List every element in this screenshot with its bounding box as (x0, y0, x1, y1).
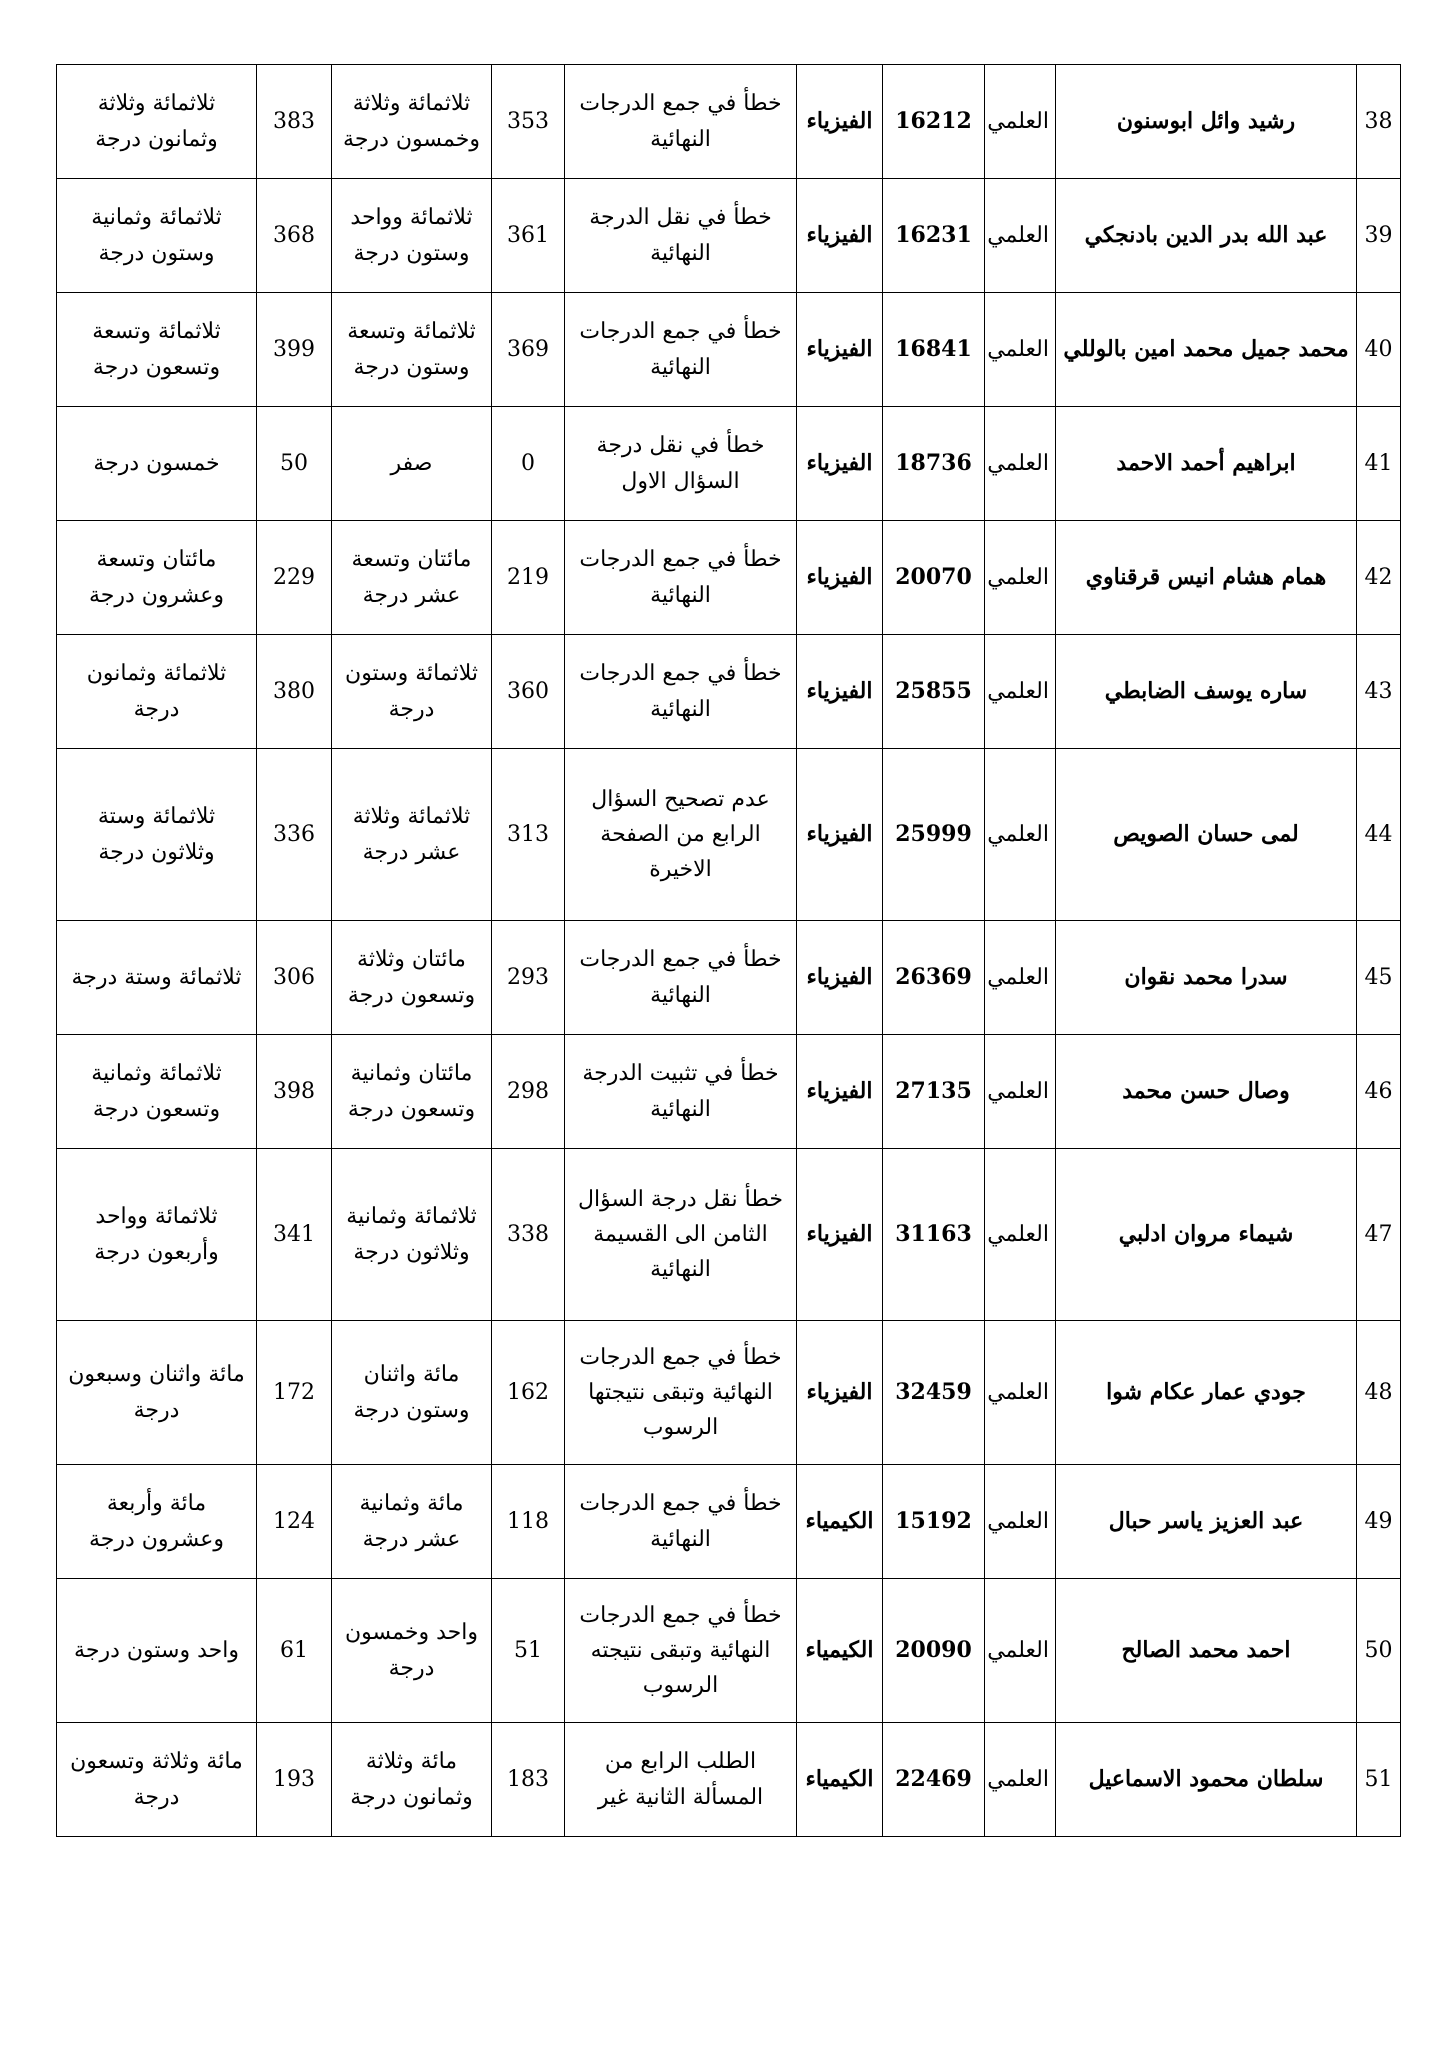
branch-cell: العلمي (985, 635, 1056, 749)
row-number-cell: 48 (1357, 1321, 1401, 1465)
old-grade-words-cell: واحد وخمسون درجة (332, 1579, 492, 1723)
exam-number-cell: 20070 (883, 521, 985, 635)
old-grade-number-cell: 162 (492, 1321, 565, 1465)
subject-cell: الفيزياء (797, 749, 883, 921)
subject-cell: الفيزياء (797, 635, 883, 749)
old-grade-number-cell: 118 (492, 1465, 565, 1579)
old-grade-number-cell: 313 (492, 749, 565, 921)
new-grade-number-cell: 50 (257, 407, 332, 521)
new-grade-number-cell: 124 (257, 1465, 332, 1579)
grade-corrections-table (56, 64, 1401, 1837)
new-grade-words-cell: ثلاثمائة وثلاثة وثمانون درجة (57, 65, 257, 179)
new-grade-words-cell: ثلاثمائة وثمانية وستون درجة (57, 179, 257, 293)
table-row (57, 1321, 1401, 1465)
new-grade-words-cell: خمسون درجة (57, 407, 257, 521)
error-reason-cell: خطأ في نقل الدرجة النهائية (565, 179, 797, 293)
exam-number-cell: 15192 (883, 1465, 985, 1579)
table-row (57, 1465, 1401, 1579)
branch-cell: العلمي (985, 921, 1056, 1035)
row-number-cell: 38 (1357, 65, 1401, 179)
old-grade-number-cell: 293 (492, 921, 565, 1035)
error-reason-cell: خطأ في جمع الدرجات النهائية (565, 521, 797, 635)
student-name-cell: رشيد وائل ابوسنون (1056, 65, 1357, 179)
old-grade-number-cell: 219 (492, 521, 565, 635)
table-row (57, 521, 1401, 635)
exam-number-cell: 26369 (883, 921, 985, 1035)
table-row (57, 1579, 1401, 1723)
old-grade-words-cell: مائتان وثمانية وتسعون درجة (332, 1035, 492, 1149)
old-grade-number-cell: 360 (492, 635, 565, 749)
student-name-cell: شيماء مروان ادلبي (1056, 1149, 1357, 1321)
new-grade-words-cell: ثلاثمائة وثمانون درجة (57, 635, 257, 749)
error-reason-cell: عدم تصحيح السؤال الرابع من الصفحة الاخيرة (565, 749, 797, 921)
row-number-cell: 42 (1357, 521, 1401, 635)
student-name-cell: ابراهيم أحمد الاحمد (1056, 407, 1357, 521)
subject-cell: الفيزياء (797, 1149, 883, 1321)
exam-number-cell: 27135 (883, 1035, 985, 1149)
row-number-cell: 49 (1357, 1465, 1401, 1579)
branch-cell: العلمي (985, 1723, 1056, 1837)
subject-cell: الفيزياء (797, 407, 883, 521)
new-grade-number-cell: 368 (257, 179, 332, 293)
error-reason-cell: خطأ في جمع الدرجات النهائية (565, 635, 797, 749)
old-grade-words-cell: مائة وثمانية عشر درجة (332, 1465, 492, 1579)
student-name-cell: ساره يوسف الضابطي (1056, 635, 1357, 749)
old-grade-number-cell: 353 (492, 65, 565, 179)
branch-cell: العلمي (985, 1579, 1056, 1723)
error-reason-cell: خطأ في جمع الدرجات النهائية وتبقى نتيجتها الرسوب (565, 1321, 797, 1465)
subject-cell: الفيزياء (797, 1035, 883, 1149)
row-number-cell: 45 (1357, 921, 1401, 1035)
subject-cell: الكيمياء (797, 1465, 883, 1579)
row-number-cell: 47 (1357, 1149, 1401, 1321)
student-name-cell: جودي عمار عكام شوا (1056, 1321, 1357, 1465)
subject-cell: الفيزياء (797, 1321, 883, 1465)
old-grade-number-cell: 338 (492, 1149, 565, 1321)
table-row (57, 407, 1401, 521)
row-number-cell: 39 (1357, 179, 1401, 293)
branch-cell: العلمي (985, 1035, 1056, 1149)
student-name-cell: عبد العزيز ياسر حبال (1056, 1465, 1357, 1579)
new-grade-words-cell: ثلاثمائة وتسعة وتسعون درجة (57, 293, 257, 407)
error-reason-cell: خطأ في تثبيت الدرجة النهائية (565, 1035, 797, 1149)
row-number-cell: 43 (1357, 635, 1401, 749)
branch-cell: العلمي (985, 407, 1056, 521)
student-name-cell: وصال حسن محمد (1056, 1035, 1357, 1149)
old-grade-words-cell: ثلاثمائة وثلاثة وخمسون درجة (332, 65, 492, 179)
old-grade-number-cell: 51 (492, 1579, 565, 1723)
student-name-cell: احمد محمد الصالح (1056, 1579, 1357, 1723)
new-grade-number-cell: 172 (257, 1321, 332, 1465)
old-grade-words-cell: مائة واثنان وستون درجة (332, 1321, 492, 1465)
table-row (57, 635, 1401, 749)
table-row (57, 65, 1401, 179)
table-row (57, 1035, 1401, 1149)
exam-number-cell: 18736 (883, 407, 985, 521)
new-grade-number-cell: 229 (257, 521, 332, 635)
branch-cell: العلمي (985, 521, 1056, 635)
new-grade-number-cell: 336 (257, 749, 332, 921)
row-number-cell: 46 (1357, 1035, 1401, 1149)
new-grade-number-cell: 380 (257, 635, 332, 749)
new-grade-words-cell: مائتان وتسعة وعشرون درجة (57, 521, 257, 635)
branch-cell: العلمي (985, 749, 1056, 921)
row-number-cell: 40 (1357, 293, 1401, 407)
branch-cell: العلمي (985, 65, 1056, 179)
row-number-cell: 44 (1357, 749, 1401, 921)
branch-cell: العلمي (985, 1465, 1056, 1579)
new-grade-words-cell: مائة وثلاثة وتسعون درجة (57, 1723, 257, 1837)
error-reason-cell: خطأ في نقل درجة السؤال الاول (565, 407, 797, 521)
new-grade-words-cell: واحد وستون درجة (57, 1579, 257, 1723)
new-grade-number-cell: 306 (257, 921, 332, 1035)
old-grade-words-cell: مائتان وثلاثة وتسعون درجة (332, 921, 492, 1035)
new-grade-words-cell: مائة واثنان وسبعون درجة (57, 1321, 257, 1465)
old-grade-words-cell: ثلاثمائة وواحد وستون درجة (332, 179, 492, 293)
new-grade-number-cell: 383 (257, 65, 332, 179)
old-grade-words-cell: مائة وثلاثة وثمانون درجة (332, 1723, 492, 1837)
exam-number-cell: 20090 (883, 1579, 985, 1723)
old-grade-number-cell: 183 (492, 1723, 565, 1837)
exam-number-cell: 16212 (883, 65, 985, 179)
subject-cell: الفيزياء (797, 179, 883, 293)
error-reason-cell: خطأ في جمع الدرجات النهائية وتبقى نتيجته الرسوب (565, 1579, 797, 1723)
subject-cell: الفيزياء (797, 921, 883, 1035)
table-row (57, 1723, 1401, 1837)
exam-number-cell: 32459 (883, 1321, 985, 1465)
error-reason-cell: خطأ في جمع الدرجات النهائية (565, 293, 797, 407)
table-row (57, 749, 1401, 921)
table-row (57, 179, 1401, 293)
error-reason-cell: خطأ في جمع الدرجات النهائية (565, 921, 797, 1035)
subject-cell: الفيزياء (797, 293, 883, 407)
old-grade-words-cell: ثلاثمائة وثلاثة عشر درجة (332, 749, 492, 921)
new-grade-number-cell: 399 (257, 293, 332, 407)
exam-number-cell: 16231 (883, 179, 985, 293)
subject-cell: الفيزياء (797, 65, 883, 179)
row-number-cell: 41 (1357, 407, 1401, 521)
new-grade-words-cell: ثلاثمائة وستة وثلاثون درجة (57, 749, 257, 921)
new-grade-words-cell: ثلاثمائة وثمانية وتسعون درجة (57, 1035, 257, 1149)
old-grade-number-cell: 361 (492, 179, 565, 293)
student-name-cell: سدرا محمد نقوان (1056, 921, 1357, 1035)
subject-cell: الكيمياء (797, 1579, 883, 1723)
new-grade-words-cell: ثلاثمائة وستة درجة (57, 921, 257, 1035)
student-name-cell: همام هشام انيس قرقناوي (1056, 521, 1357, 635)
old-grade-number-cell: 0 (492, 407, 565, 521)
old-grade-words-cell: ثلاثمائة وثمانية وثلاثون درجة (332, 1149, 492, 1321)
old-grade-words-cell: صفر (332, 407, 492, 521)
branch-cell: العلمي (985, 1321, 1056, 1465)
branch-cell: العلمي (985, 179, 1056, 293)
old-grade-words-cell: مائتان وتسعة عشر درجة (332, 521, 492, 635)
exam-number-cell: 25855 (883, 635, 985, 749)
subject-cell: الفيزياء (797, 521, 883, 635)
error-reason-cell: خطأ في جمع الدرجات النهائية (565, 1465, 797, 1579)
exam-number-cell: 25999 (883, 749, 985, 921)
student-name-cell: محمد جميل محمد امين بالوللي (1056, 293, 1357, 407)
student-name-cell: سلطان محمود الاسماعيل (1056, 1723, 1357, 1837)
old-grade-number-cell: 298 (492, 1035, 565, 1149)
table-row (57, 293, 1401, 407)
exam-number-cell: 31163 (883, 1149, 985, 1321)
branch-cell: العلمي (985, 1149, 1056, 1321)
old-grade-words-cell: ثلاثمائة وستون درجة (332, 635, 492, 749)
error-reason-cell: الطلب الرابع من المسألة الثانية غير (565, 1723, 797, 1837)
new-grade-number-cell: 61 (257, 1579, 332, 1723)
old-grade-number-cell: 369 (492, 293, 565, 407)
student-name-cell: لمى حسان الصويص (1056, 749, 1357, 921)
exam-number-cell: 22469 (883, 1723, 985, 1837)
error-reason-cell: خطأ في جمع الدرجات النهائية (565, 65, 797, 179)
new-grade-words-cell: مائة وأربعة وعشرون درجة (57, 1465, 257, 1579)
row-number-cell: 50 (1357, 1579, 1401, 1723)
error-reason-cell: خطأ نقل درجة السؤال الثامن الى القسيمة النهائية (565, 1149, 797, 1321)
row-number-cell: 51 (1357, 1723, 1401, 1837)
new-grade-number-cell: 341 (257, 1149, 332, 1321)
subject-cell: الكيمياء (797, 1723, 883, 1837)
table-row (57, 1149, 1401, 1321)
new-grade-number-cell: 398 (257, 1035, 332, 1149)
new-grade-number-cell: 193 (257, 1723, 332, 1837)
table-row (57, 921, 1401, 1035)
student-name-cell: عبد الله بدر الدين بادنجكي (1056, 179, 1357, 293)
old-grade-words-cell: ثلاثمائة وتسعة وستون درجة (332, 293, 492, 407)
table-body (57, 65, 1401, 1837)
exam-number-cell: 16841 (883, 293, 985, 407)
branch-cell: العلمي (985, 293, 1056, 407)
new-grade-words-cell: ثلاثمائة وواحد وأربعون درجة (57, 1149, 257, 1321)
